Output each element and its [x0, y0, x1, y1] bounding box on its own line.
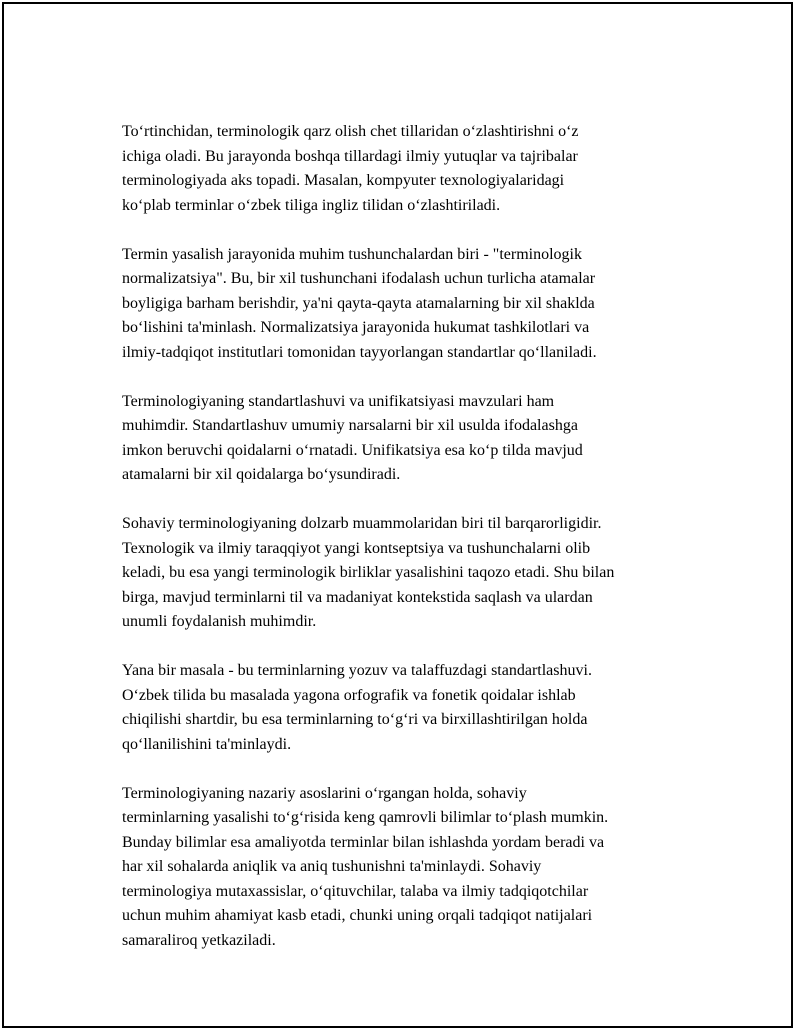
- text-line: ko‘plab terminlar o‘zbek tiliga ingliz tilidan o‘zlashtiriladi.: [122, 196, 501, 214]
- text-line: To‘rtinchidan, terminologik qarz olish chet tillaridan o‘zlashtirishni o‘z: [122, 123, 579, 140]
- text-line: terminologiyada aks topadi. Masalan, kompyuter texnologiyalaridagi: [122, 172, 565, 189]
- text-line: imkon beruvchi qoidalarni o‘rnatadi. Unifikatsiya esa ko‘p tilda mavjud: [122, 441, 583, 459]
- text-line: keladi, bu esa yangi terminologik birliklar yasalishini taqozo etadi. Shu bilan: [122, 564, 615, 581]
- text-line: boyligiga barham berishdir, ya'ni qayta-qayta atamalarning bir xil shaklda: [122, 294, 595, 312]
- text-line: terminologiya mutaxassislar, o‘qituvchilar, talaba va ilmiy tadqiqotchilar: [122, 882, 589, 900]
- text-line: samaraliroq yetkaziladi.: [122, 931, 276, 949]
- text-line: Terminologiyaning standartlashuvi va unifikatsiyasi mavzulari ham: [122, 392, 555, 410]
- text-line: terminlarning yasalishi to‘g‘risida keng qamrovli bilimlar to‘plash mumkin.: [122, 809, 609, 826]
- text-line: Termin yasalish jarayonida muhim tushunchalardan biri - "terminologik: [122, 245, 582, 263]
- text-line: atamalarni bir xil qoidalarga bo‘ysundiradi.: [122, 466, 401, 483]
- text-line: unumli foydalanish muhimdir.: [122, 613, 317, 630]
- text-line: Bunday bilimlar esa amaliyotda terminlar bilan ishlashda yordam beradi va: [122, 833, 605, 851]
- paragraph-4: [122, 512, 692, 635]
- paragraph-2: [122, 243, 692, 366]
- paragraph-1: [122, 120, 692, 218]
- paragraph-5: [122, 659, 692, 757]
- text-line: har xil sohalarda aniqlik va aniq tushunishni ta'minlaydi. Sohaviy: [122, 858, 542, 875]
- text-line: Sohaviy terminologiyaning dolzarb muammolaridan biri til barqarorligidir.: [122, 515, 602, 532]
- document-body: [122, 120, 692, 978]
- text-line: ilmiy-tadqiqot institutlari tomonidan tayyorlangan standartlar qo‘llaniladi.: [122, 343, 597, 361]
- text-line: Yana bir masala - bu terminlarning yozuv va talaffuzdagi standartlashuvi.: [122, 662, 592, 679]
- text-line: Terminologiyaning nazariy asoslarini o‘rgangan holda, sohaviy: [122, 784, 527, 802]
- text-line: muhimdir. Standartlashuv umumiy narsalarni bir xil usulda ifodalashga: [122, 417, 578, 434]
- text-line: ichiga oladi. Bu jarayonda boshqa tillardagi ilmiy yutuqlar va tajribalar: [122, 147, 578, 165]
- text-line: Texnologik va ilmiy taraqqiyot yangi kontseptsiya va tushunchalarni olib: [122, 539, 591, 557]
- text-line: chiqilishi shartdir, bu esa terminlarning to‘g‘ri va birxillashtirilgan holda: [122, 711, 588, 728]
- page-frame: [2, 2, 793, 1028]
- paragraph-6: [122, 782, 692, 954]
- text-line: normalizatsiya". Bu, bir xil tushunchani ifodalash uchun turlicha atamalar: [122, 270, 596, 287]
- text-line: uchun muhim ahamiyat kasb etadi, chunki uning orqali tadqiqot natijalari: [122, 907, 593, 924]
- text-line: qo‘llanilishini ta'minlaydi.: [122, 735, 292, 753]
- text-line: bo‘lishini ta'minlash. Normalizatsiya jarayonida hukumat tashkilotlari va: [122, 319, 590, 336]
- paragraph-3: [122, 390, 692, 488]
- text-line: birga, mavjud terminlarni til va madaniyat kontekstida saqlash va ulardan: [122, 588, 593, 606]
- text-line: O‘zbek tilida bu masalada yagona orfografik va fonetik qoidalar ishlab: [122, 686, 576, 704]
